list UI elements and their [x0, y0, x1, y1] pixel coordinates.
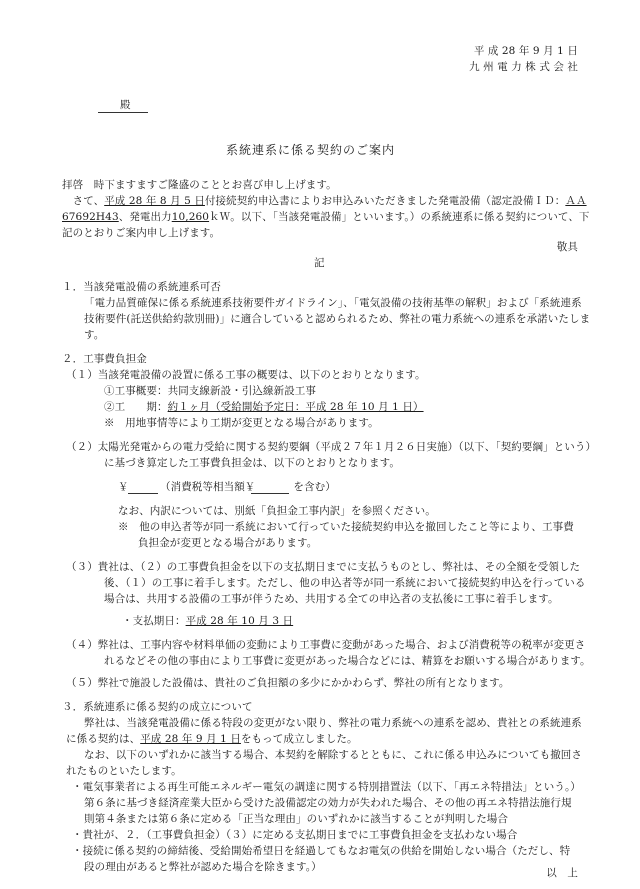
section2-para: なお、内訳については、別紙「負担金工事内訳」を参照ください。	[118, 505, 436, 517]
section3-bullet: 第６条に基づき経済産業大臣から受けた設備認定の効力が失われた場合、その他の再エネ特措法施行規	[84, 797, 572, 809]
section3-line: なお、以下のいずれかに該当する場合、本契約を解除するとともに、これに係る申込みについても撤回さ	[84, 749, 582, 761]
section2-para: に基づき算定した工事費負担金は、以下のとおりとなります。	[104, 457, 400, 469]
section3-bullet: ・接続に係る契約の締結後、受給開始希望日を経過してもなお電気の供給を開始しない場合（ただし、特	[72, 845, 571, 857]
fee-tax-note: （消費税等相当額￥ を含む）	[160, 481, 336, 493]
section3-bullet: ・貴社が、２．（工事費負担金）（３）に定める支払期日までに工事費負担金を支払わない場合	[72, 829, 518, 841]
fee-amount-yen: ￥	[118, 481, 129, 493]
section3-bullet: ・電気事業者による再生可能エネルギー電気の調達に関する特別措置法（以下、「再エネ特措法」という。）	[72, 781, 581, 793]
work-note: ※ 用地事情等により工期が変更となる場合があります。	[104, 417, 379, 429]
section1-line: 技術要件(託送供給約款別冊)」に適合していると認められるため、弊社の電力系統への連系を承諾いたしま	[84, 313, 591, 325]
sender-company: 九 州 電 力 株 式 会 社	[469, 61, 578, 73]
section3-bullet: 則第４条または第６条に定める「正当な理由」のいずれかに該当することが判明した場合	[84, 813, 508, 825]
section2-para: （２）太陽光発電からの電力受給に関する契約要綱（平成２７年１月２６日実施）（以下、「契約要綱」という）	[66, 441, 597, 453]
closing-keigu: 敬具	[556, 241, 578, 253]
section2-para: 場合は、共用する設備の工事が伴うため、共用する全ての申込者の支払後に工事に着手します。	[104, 593, 559, 605]
payment-due: ・支払期日：平成 28 年 10 月 3 日	[122, 615, 294, 627]
letter-date: 平 成 28 年 9 月 1 日	[473, 45, 578, 57]
section-heading: １．当該発電設備の系統連系可否	[62, 281, 221, 293]
section2-para: れるなどその他の事由により工事費に変更があった場合などには、精算をお願いする場合があります。	[104, 655, 591, 667]
section3-line: に係る契約は、平成 28 年 9 月 1 日をもって成立しました。	[66, 733, 358, 745]
section2-para: （１）当該発電設備の設置に係る工事の概要は、以下のとおりとなります。	[66, 369, 426, 381]
addressee-suffix: 殿	[120, 99, 131, 111]
section2-para: （３）貴社は、（２）の工事費負担金を以下の支払期日までに支払うものとし、弊社は、その全額を受領した	[66, 561, 581, 573]
section2-para: （４）弊社は、工事内容や材料単価の変動により工事費に変動があった場合、および消費税等の税率が変更さ	[66, 639, 586, 651]
work-summary: ①工事概要：共同支線新設・引込線新設工事	[104, 385, 317, 397]
section3-line: れたものといたします。	[66, 765, 182, 777]
section2-note: 負担金が変更となる場合があります。	[138, 537, 318, 549]
greeting-body-line: さて、平成 28 年 8 月 5 日付接続契約申込書によりお申込みいただきました発電設備（認定設備ＩＤ：ＡＡ	[62, 195, 587, 207]
fee-tax-blank	[251, 493, 289, 494]
greeting-line: 拝啓 時下ますますご隆盛のこととお喜び申し上げます。	[62, 179, 337, 191]
section3-line: 弊社は、当該発電設備に係る特段の変更がない限り、弊社の電力系統への連系を認め、貴社との系統連系	[84, 717, 582, 729]
section1-line: す。	[84, 329, 105, 341]
addressee-blank	[98, 112, 148, 113]
section3-bullet: 段の理由があると弊社が認めた場合を除きます。）	[84, 861, 322, 873]
section2-para: 後、（１）の工事に着手します。ただし、他の申込者等が同一系統において接続契約申込を行っている	[104, 577, 586, 589]
section-heading: ３．系統連系に係る契約の成立について	[62, 701, 253, 713]
ki-marker: 記	[314, 257, 325, 269]
fee-amount-blank	[128, 493, 158, 494]
greeting-body-line: 67692H43、発電出力10,260ｋＷ。以下、「当該発電設備」といいます。）の系統連系に係る契約について、下	[62, 211, 590, 223]
work-period: ②工 期：約１ヶ月（受給開始予定日：平成 28 年 10 月 1 日）	[104, 401, 424, 413]
section2-note: ※ 他の申込者等が同一系統において行っていた接続契約申込を撤回したこと等により、工事費	[118, 521, 574, 533]
section-heading: ２．工事費負担金	[62, 353, 147, 365]
greeting-body-line: 記のとおりご案内申し上げます。	[62, 227, 221, 239]
document-title: 系統連系に係る契約のご案内	[226, 143, 396, 157]
section2-para: （５）弊社で施設した設備は、貴社のご負担額の多少にかかわらず、弊社の所有となります。	[66, 677, 510, 689]
closing-ijou: 以 上	[546, 867, 578, 879]
section1-line: 「電力品質確保に係る系統連系技術要件ガイドライン」、「電気設備の技術基準の解釈」および「系統連系	[84, 297, 582, 309]
